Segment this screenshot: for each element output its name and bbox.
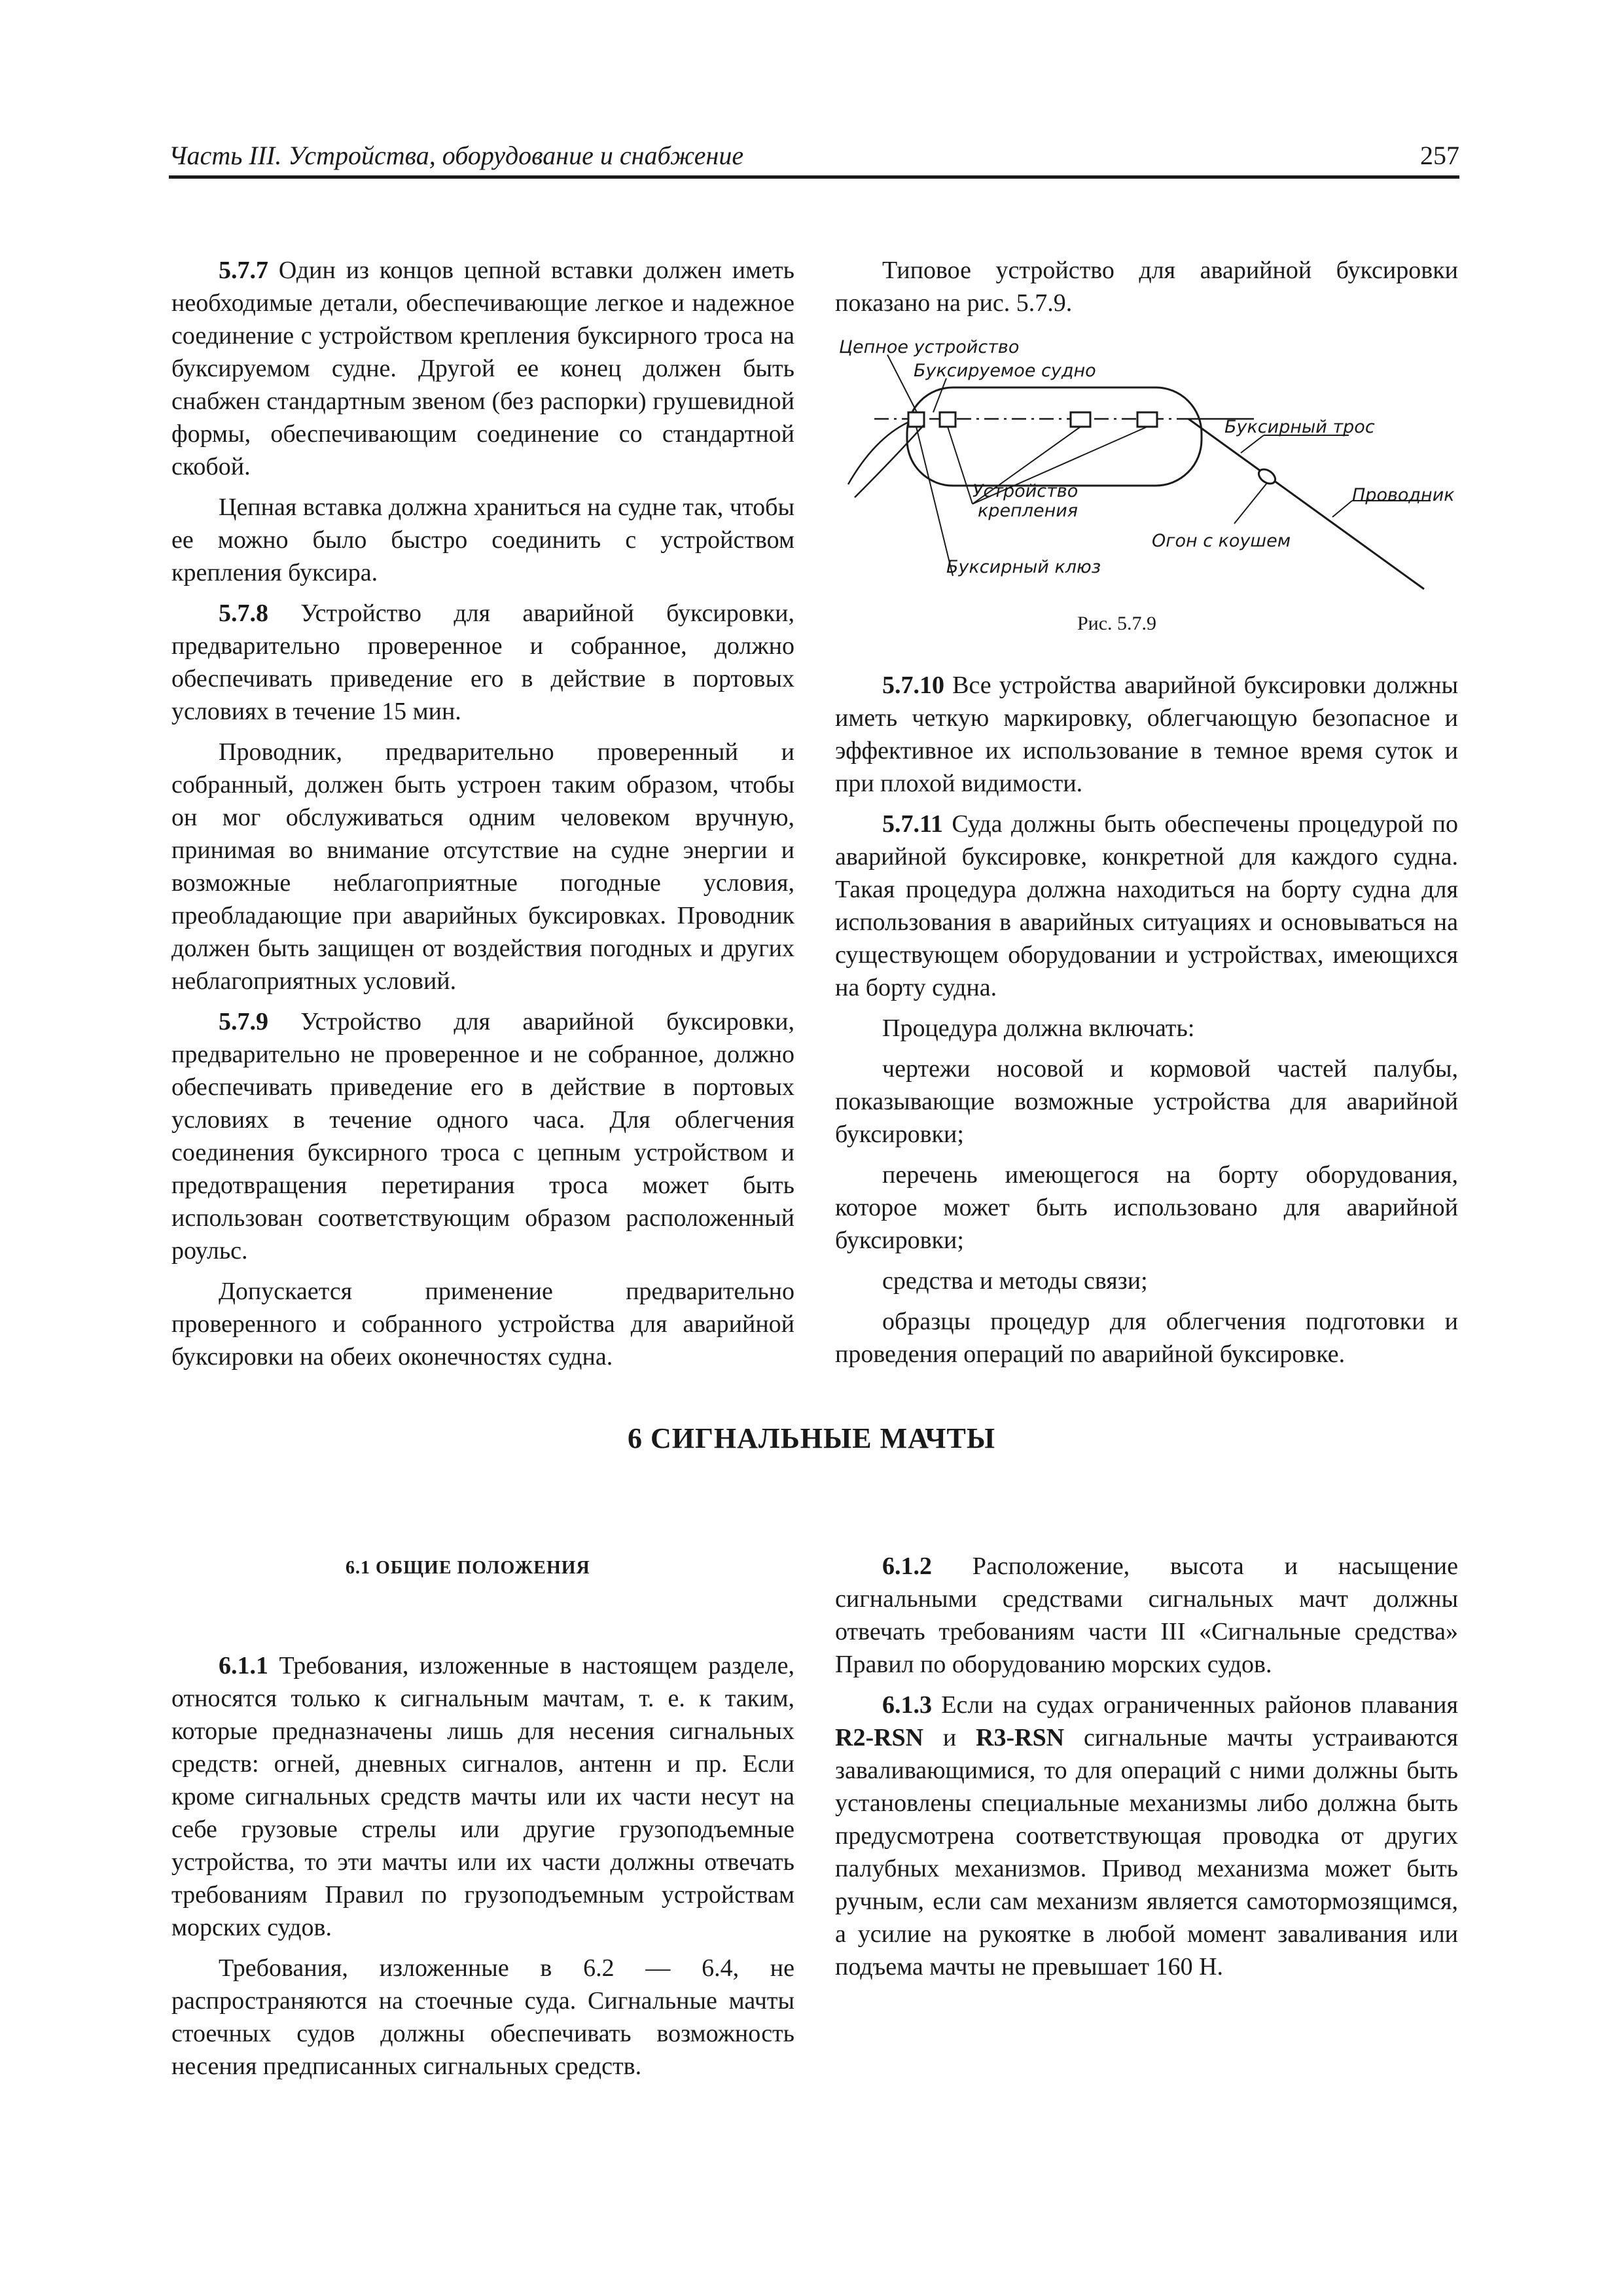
paragraph-6-1-1: 6.1.1 Требования, изложенные в настоящем разделе, относятся только к сигнальным мачтам, т. е. к таким, которые предназначены лишь для несения сигнальных средств: огней, дневных сигналов, антенн и пр. Если кроме сигнальных средств мачты или их части несут на себе грузовые стрелы или другие грузоподъемные устройства, то эти мачты или их части должны отвечать требованиям Правил по грузоподъемным устройствам морских судов.	[171, 1652, 794, 1941]
label-fastening-device-1: Устройство	[972, 481, 1079, 501]
paragraph: Проводник, предварительно проверенный и собранный, должен быть устроен таким образом, чтобы он мог обслуживаться одним человеком вручную, принимая во внимание отсутствие на судне энергии и возможные неблагоприятные погодные условия, преобладающие при аварийных буксировках. Проводник должен быть защищен от воздействия погодных и других неблагоприятных условий.	[171, 738, 794, 995]
clause-number: 6.1.1	[219, 1652, 268, 1679]
chain-box-1	[940, 412, 955, 427]
header-rule	[169, 175, 1459, 179]
page-header	[169, 135, 1459, 181]
chain-box-3	[1137, 412, 1157, 427]
paragraph-5-7-10: 5.7.10 Все устройства аварийной буксировки должны иметь четкую маркировку, облегчающую безопасное и эффективное их использование в темное время суток и при плохой видимости.	[835, 672, 1458, 797]
paragraph-5-7-7: 5.7.7 Один из концов цепной вставки должен иметь необходимые детали, обеспечивающие легкое и надежное соединение с устройством крепления буксирного троса на буксируемом судне. Другой ее конец должен быть снабжен стандартным звеном (без распорки) грушевидной формы, обеспечивающим соединение со стандартной скобой.	[171, 257, 794, 480]
label-towing-fairlead: Буксирный клюз	[946, 557, 1101, 577]
paragraph: Требования, изложенные в 6.2 — 6.4, не распространяются на стоечные суда. Сигнальные мачты стоечных судов должны обеспечивать возможность несения предписанных сигнальных средств.	[171, 1954, 794, 2080]
paragraph: Допускается применение предварительно проверенного и собранного устройства для аварийной буксировки на обеих оконечностях судна.	[171, 1278, 794, 1371]
area-code-r3: R3-RSN	[976, 1724, 1065, 1751]
right-column-top	[835, 254, 1458, 1378]
paragraph-5-7-11: 5.7.11 Суда должны быть обеспечены процедурой по аварийной буксировке, конкретной для каждого судна. Такая процедура должна находиться на борту судна для использования в аварийных ситуациях и основываться на существующем оборудовании и устройствах, имеющихся на борту судна.	[835, 810, 1458, 1001]
list-item: средства и методы связи;	[882, 1267, 1148, 1295]
label-fastening-device-2: крепления	[978, 501, 1079, 521]
leader-fastening-1	[948, 427, 972, 504]
list-item: перечень имеющегося на борту оборудования, которое может быть использовано для аварийной буксировки;	[835, 1161, 1458, 1254]
figure-intro: Типовое устройство для аварийной буксировки показано на рис. 5.7.9.	[835, 257, 1458, 317]
paragraph-5-7-8: 5.7.8 Устройство для аварийной буксировки, предварительно проверенное и собранное, должно обеспечивать приведение его в действие в портовых условиях в течение 15 мин.	[171, 600, 794, 725]
left-column-top	[171, 254, 794, 1381]
section-title: 6 СИГНАЛЬНЫЕ МАЧТЫ	[627, 1422, 996, 1454]
clause-number: 5.7.8	[219, 600, 268, 627]
clause-number: 6.1.2	[882, 1552, 932, 1580]
leader-messenger	[1332, 501, 1352, 517]
label-chain-device: Цепное устройство	[839, 337, 1020, 357]
paragraph-6-1-3: 6.1.3 Если на судах ограниченных районов плавания R2-RSN и R3-RSN сигнальные мачты устраиваются заваливающимися, то для операций с ними должны быть установлены специальные механизмы либо должна быть предусмотрена соответствующая проводка от других палубных механизмов. Привод механизма может быть ручным, если сам механизм является самотормозящимся, а усилие на рукоятке в любой момент заваливания или подъема мачты не превышает 160 Н.	[835, 1691, 1458, 1981]
clause-number: 5.7.10	[882, 672, 944, 699]
paragraph: Цепная вставка должна храниться на судне так, чтобы ее можно было быстро соединить с устройством крепления буксира.	[171, 493, 794, 586]
label-towed-ship: Буксируемое судно	[914, 361, 1096, 381]
area-code-r2: R2-RSN	[835, 1724, 924, 1751]
fairlead-box	[908, 412, 924, 427]
left-column-bottom	[171, 1649, 794, 2090]
figure-5-7-9	[835, 327, 1458, 655]
figure-caption: Рис. 5.7.9	[1077, 613, 1157, 634]
page-number: 257	[1420, 141, 1459, 170]
clause-number: 6.1.3	[882, 1691, 932, 1719]
chain-box-2	[1071, 412, 1090, 427]
list-item: чертежи носовой и кормовой частей палубы, показывающие возможные устройства для аварийной буксировки;	[835, 1055, 1458, 1148]
paragraph: Процедура должна включать:	[882, 1014, 1195, 1042]
leader-eye-thimble	[1234, 483, 1267, 524]
label-messenger: Проводник	[1352, 485, 1455, 505]
right-column-bottom	[835, 1550, 1458, 1991]
running-title: Часть III. Устройства, оборудование и снабжение	[169, 141, 744, 170]
label-towing-rope: Буксирный трос	[1224, 417, 1375, 437]
paragraph-5-7-9: 5.7.9 Устройство для аварийной буксировки, предварительно не проверенное и не собранное, должно обеспечивать приведение его в действие в портовых условиях в течение одного часа. Для облегчения соединения буксирного троса с цепным устройством и предотвращения перетирания троса может быть использован соответствующим образом расположенный роульс.	[171, 1008, 794, 1265]
label-eye-thimble: Огон с коушем	[1152, 531, 1291, 551]
paragraph-6-1-2: 6.1.2 Расположение, высота и насыщение сигнальными средствами сигнальных мачт должны отвечать требованиям части III «Сигнальные средства» Правил по оборудованию морских судов.	[835, 1552, 1458, 1678]
clause-number: 5.7.7	[219, 257, 268, 284]
list-item: образцы процедур для облегчения подготовки и проведения операций по аварийной буксировке.	[835, 1308, 1458, 1368]
subsection-title: 6.1 ОБЩИЕ ПОЛОЖЕНИЯ	[346, 1558, 590, 1578]
chain-device-curve	[848, 422, 908, 484]
clause-number: 5.7.11	[882, 810, 943, 838]
clause-number: 5.7.9	[219, 1008, 268, 1035]
